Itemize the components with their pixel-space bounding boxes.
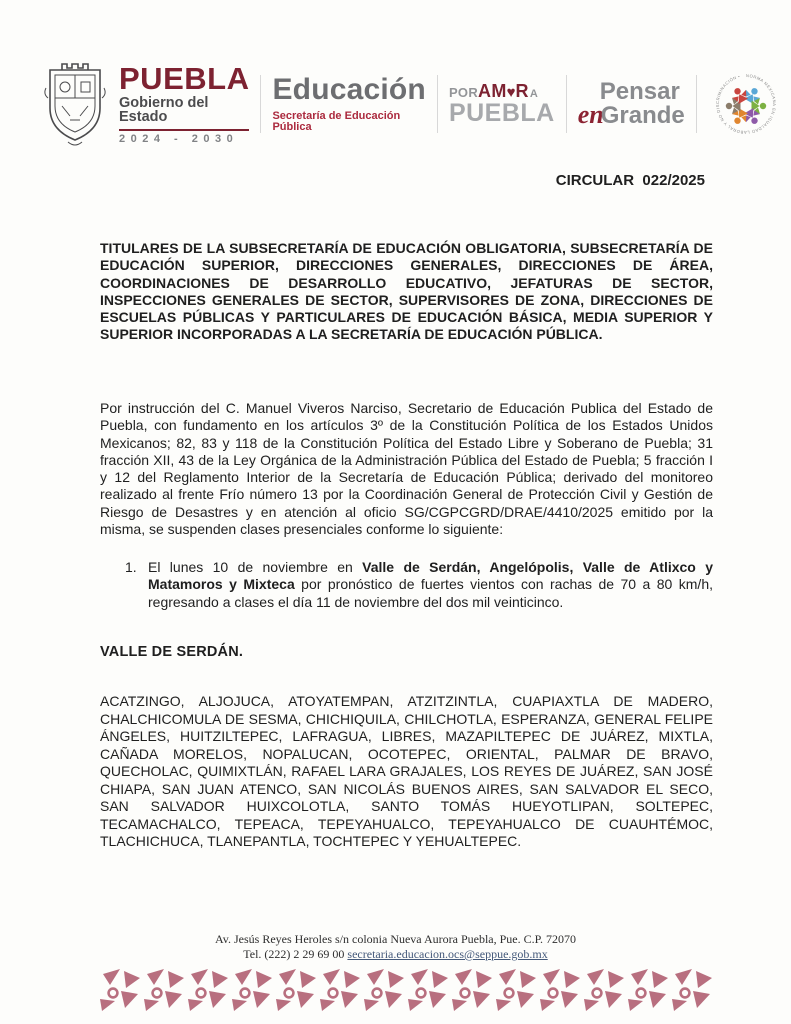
gob-logo-subtitle: Gobierno del Estado (119, 94, 209, 126)
amor-logo-am: AM (478, 81, 507, 101)
edu-logo-subtitle: Secretaría de Educación Pública (272, 110, 401, 133)
list-item (125, 559, 713, 611)
heart-icon: ♥ (506, 84, 516, 101)
municipalities-paragraph: ACATZINGO, ALJOJUCA, ATOYATEMPAN, ATZITZINTLA, CUAPIAXTLA DE MADERO, CHALCHICOMULA DE SESMA, CHICHIQUILA, CHILCHOTLA, ESPERANZA, GENERAL FELIPE ÁNGELES, HUITZILTEPEC, LAFRAGUA, LIBRES, MAZAPILTEPEC DE JUÁREZ, MIXTLA, CAÑADA MORELOS, NOPALUCAN, OCOTEPEC, ORIENTAL, PALMAR DE BRAVO, QUECHOLAC, QUIMIXTLÁN, RAFAEL LARA GRAJALES, LOS REYES DE JUÁREZ, SAN JOSÉ CHIAPA, SAN JUAN ATENCO, SAN NICOLÁS BUENOS AIRES, SAN SALVADOR EL SECO, SAN SALVADOR HUIXCOLOTLA, SANTO TOMÁS HUEYOTLIPAN, SOLTEPEC, TECAMACHALCO, TEPEACA, TEPEYAHUALCO, TEPEYAHUALCO DE CUAUHTÉMOC, TLACHICHUCA, TLANEPANTLA, TOCHTEPEC Y YEHUALTEPEC. (100, 693, 713, 849)
pensar-logo-pensar: Pensar (599, 78, 680, 106)
list-text-end: por pronóstico de fuertes vientos con rachas de 70 a 80 km/h, regresando a clases el día 11 de noviembre del dos mil veinticinco. (148, 576, 714, 610)
header-divider (696, 75, 697, 133)
header-divider (437, 75, 438, 133)
svg-text:NORMA MEXICANA EN IGUALDAD LAB (715, 73, 777, 135)
pensar-logo-en: en (577, 100, 604, 129)
amor-logo-r: R (515, 81, 529, 101)
footer-phone: Tel. (222) 2 29 69 00 (243, 947, 348, 961)
header-divider (260, 75, 261, 133)
letterhead (42, 56, 777, 152)
list-text-bold-regions: Valle de Serdán, Angelópolis, Valle de Atlixco y Matamoros y Mixteca (148, 559, 713, 593)
amor-logo-puebla: PUEBLA (448, 99, 555, 127)
gob-logo-title: PUEBLA (119, 60, 250, 96)
footer-email-link[interactable]: secretaria.educacion.ocs@seppue.gob.mx (347, 947, 548, 961)
gob-logo-years: 2024 - 2030 (119, 133, 239, 146)
puebla-coat-of-arms-icon (42, 58, 108, 150)
footer (0, 932, 791, 962)
footer-contact-line (0, 947, 791, 962)
list-item-text (148, 559, 713, 611)
gobierno-puebla-logo (119, 60, 250, 146)
decorative-border (98, 966, 714, 1012)
amor-logo-a: A (529, 88, 538, 100)
edu-logo-title: Educación (272, 73, 426, 106)
footer-address: Av. Jesús Reyes Heroles s/n colonia Nueva Aurora Puebla, Pue. C.P. 72070 (215, 932, 576, 946)
por-amor-a-puebla-logo (449, 82, 555, 126)
gob-logo-rule (119, 129, 249, 132)
addressee-block: TITULARES DE LA SUBSECRETARÍA DE EDUCACIÓN OBLIGATORIA, SUBSECRETARÍA DE EDUCACIÓN SUPERIOR, DIRECCIONES GENERALES, DIRECCIONES DE ÁREA, COORDINACIONES DE DESARROLLO EDUCATIVO, JEFATURAS DE SECTOR, INSPECCIONES GENERALES DE SECTOR, SUPERVISORES DE ZONA, DIRECCIONES DE ESCUELAS PÚBLICAS Y PARTICULARES DE EDUCACIÓN BÁSICA, MEDIA SUPERIOR Y SUPERIOR INCORPORADAS A LA SECRETARÍA DE EDUCACIÓN PÚBLICA. (100, 240, 713, 343)
seal-ring-text: NORMA MEXICANA EN IGUALDAD LABORAL Y NO DISCRIMINACIÓN • (714, 72, 777, 136)
header-divider (566, 75, 567, 133)
list-text-start: El lunes 10 de noviembre en (148, 559, 363, 575)
amor-logo-por: POR (448, 85, 479, 100)
circular-number: CIRCULAR 022/2025 (555, 172, 705, 189)
pensar-logo-grande: Grande (600, 102, 685, 129)
pensar-en-grande-logo (577, 78, 685, 129)
region-heading: VALLE DE SERDÁN. (100, 644, 244, 660)
equality-certification-seal-icon (708, 66, 784, 142)
educacion-logo (272, 75, 426, 133)
body-paragraph: Por instrucción del C. Manuel Viveros Narciso, Secretario de Educación Publica del Estado de Puebla, con fundamento en los artículos 3º de la Constitución Política de los Estados Unidos Mexicanos; 82, 83 y 118 de la Constitución Política del Estado Libre y Soberano de Puebla; 31 fracción XII, 43 de la Ley Orgánica de la Administración Pública del Estado de Puebla; 5 fracción I y 12 del Reglamento Interior de la Secretaría de Educación Pública; derivado del monitoreo realizado al frente Frío número 13 por la Coordinación General de Protección Civil y Gestión de Riesgo de Desastres y en atención al oficio SG/CGPCGRD/DRAE/4410/2025 emitido por la misma, se suspenden clases presenciales conforme lo siguiente: (100, 400, 713, 538)
list-item-number: 1. (125, 559, 137, 575)
